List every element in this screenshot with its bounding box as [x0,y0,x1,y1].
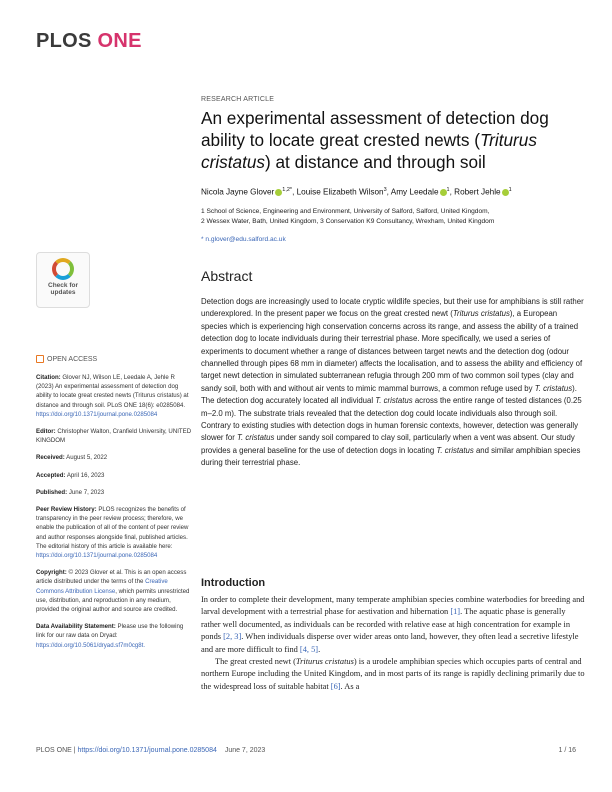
check-for-updates-badge[interactable] [36,252,90,308]
open-access-text: OPEN ACCESS [47,355,98,363]
copyright-label: Copyright: [36,569,67,577]
editor-text: Christopher Walton, Cranfield University, UNITED KINGDOM [36,428,192,445]
peer-review-label: Peer Review History: [36,506,97,514]
intro-text: In order to complete their development, many temperate amphibian species combine waterbodies for breeding and larval development with a terrestrial phase for aestivation and hibernation [201,595,585,617]
intro-paragraph-2 [201,656,585,693]
intro-text: . The aquatic phase is generally rather well documented, as individuals can be recorded with relative ease at high concentration for example in ponds [201,607,571,642]
species-name: T. cristatus [534,383,573,393]
orcid-icon[interactable] [440,189,447,196]
species-name: Triturus cristatus [295,657,354,667]
editor-block [36,427,192,445]
accepted-label: Accepted: [36,471,66,479]
species-name: T. cristatus [236,433,275,443]
orcid-icon[interactable] [502,189,509,196]
published-label: Published: [36,488,68,496]
reference-link[interactable]: [6] [330,681,341,691]
open-lock-icon [36,355,44,363]
author-affil: 1,2* [282,187,293,193]
species-name: T. cristatus [436,445,474,455]
footer-journal: PLOS ONE [36,747,72,754]
abstract-text: Detection dogs are increasingly used to locate cryptic wildlife species, but their use for amphibians is still rather underexplored. In the present paper we focus on the great crested newt ( [201,297,584,319]
author-name[interactable]: Nicola Jayne Glover [201,187,275,197]
copyright-text: © 2023 Glover et al. This is an open access article distributed under the terms of the [36,569,187,586]
intro-text: . As a [340,681,360,691]
author-affil: 1 [446,187,450,193]
corresponding-email[interactable]: * n.glover@edu.salford.ac.uk [201,236,286,243]
abstract-heading: Abstract [201,268,253,284]
page-footer [36,747,576,754]
title-part2: ) at distance and through soil [265,152,486,172]
intro-text: The great crested newt ( [215,657,296,667]
badge-line2: updates [50,289,76,296]
license-link[interactable]: Creative Commons Attribution License [36,578,168,595]
data-availability-block [36,622,192,650]
title-part1: An experimental assessment of detection dog ability to locate great crested newts ( [201,108,549,150]
accepted-date: April 16, 2023 [66,471,105,479]
species-name: T. cristatus [375,396,413,406]
article-type: RESEARCH ARTICLE [201,96,275,103]
intro-text: . When individuals disperse over wider areas onto land, however, they often lead a secretive lifestyle and are more difficult to find [201,632,579,654]
dryad-link[interactable]: https://doi.org/10.5061/dryad.sf7m0cg8t. [36,641,146,649]
journal-logo [36,30,142,53]
affiliation-line: 1 School of Science, Engineering and Environment, University of Salford, Salford, United Kingdom, [201,208,490,215]
received-block [36,453,192,462]
badge-line1: Check for [48,282,78,289]
citation-block [36,373,192,419]
author-name[interactable]: Louise Elizabeth Wilson [296,187,384,197]
received-date: August 5, 2022 [66,454,108,462]
received-label: Received: [36,454,65,462]
footer-date: June 7, 2023 [224,747,266,754]
published-block [36,488,192,497]
intro-text: . [318,644,321,654]
abstract-text: and similar amphibian species during their terrestrial phase. [201,445,581,468]
affiliation-line: 2 Wessex Water, Bath, United Kingdom, 3 Conservation K9 Consultancy, Wrexham, United Kingdom [201,217,495,225]
intro-paragraph-1 [201,594,585,656]
peer-review-doi-link[interactable]: https://doi.org/10.1371/journal.pone.0285084 [36,552,158,560]
copyright-block [36,568,192,614]
introduction-body [201,594,585,693]
peer-review-block [36,505,192,560]
editor-label: Editor: [36,428,56,436]
title-species: Triturus cristatus [201,130,537,172]
footer-separator: | [71,747,78,754]
peer-review-text: PLOS recognizes the benefits of transparency in the peer review process; therefore, we enable the publication of all of the content of peer review and author responses alongside final, published articles. The editorial history of this article is available here: [36,506,189,550]
abstract-text: across the entire range of tested distances (0.25 m–2.0 m). The substrate trials revealed that the detection dog could locate individuals also through soil. Contrary to existing studies with detection dogs in human forensic contexts, however, detection was generally slower for [201,396,582,443]
reference-link[interactable]: [1] [450,607,461,617]
data-availability-label: Data Availability Statement: [36,623,116,631]
affiliations [201,207,591,226]
author-name[interactable]: Robert Jehle [454,187,501,197]
accepted-block [36,471,192,480]
article-title [201,107,591,173]
author-name[interactable]: Amy Leedale [390,187,439,197]
reference-link[interactable]: [2, 3] [223,632,242,642]
data-availability-text: Please use the following link for our raw data on Dryad: [36,623,184,640]
reference-link[interactable]: [4, 5] [299,644,319,654]
author-affil: 1 [508,187,512,193]
page-number: 1 / 16 [558,747,576,754]
abstract-body [201,296,585,470]
logo-plos: PLOS [36,30,92,52]
intro-text: ) is a urodele amphibian species which occupies parts of central and northern Europe including the United Kingdom, and in most parts of its range is rapidly declining primarily due to the widespread loss of suitable habitat [201,657,585,691]
abstract-text: under sandy soil compared to clay soil, particularly when a vent was absent. Our study provides a general baseline for the use of detection dogs in locating [201,433,575,455]
open-access-label [36,355,97,363]
abstract-text: ), a European species which is experiencing high conservation concerns across its range, and assess the ability of a trained detection dog to locate individuals during their terrestrial phase. More specifically, we used a series of experiments to document whether a range of distances between target newts and the detection dog (odour channelled through pipes 68 mm in diameter) affects the localisation, and to assess the ability and efficiency of target newt detection in simulated subterranean refugia through 200 mm of two common soil types (clay and sandy soil, both with and without air vents to mimic mammal burrows, a common refuge used by [201,309,583,393]
copyright-text-end: , which permits unrestricted use, distribution, and reproduction in any medium, provided the original author and source are credited. [36,587,190,614]
footer-doi-link[interactable]: https://doi.org/10.1371/journal.pone.0285084 [77,747,217,754]
citation-doi-link[interactable]: https://doi.org/10.1371/journal.pone.0285084 [36,410,158,418]
species-name: Triturus cristatus [452,309,510,319]
introduction-heading: Introduction [201,577,266,589]
abstract-text: ). The detection dog accurately located all individual [201,383,577,406]
published-date: June 7, 2023 [68,488,105,496]
logo-one: ONE [97,30,142,52]
citation-label: Citation: [36,374,61,381]
check-updates-icon [52,258,74,280]
article-info-sidebar [36,373,192,658]
author-affil: 3 [383,187,387,193]
citation-text: Glover NJ, Wilson LE, Leedale A, Jehle R (2023) An experimental assessment of detection dog ability to locate great crested newts (Triturus cristatus) at distance and through soil. PLoS ONE 18(6): e0285084. [36,374,189,409]
author-list: Nicola Jayne Glover $^{1,2*}$, Louise Elizabeth Wilson$^3$, Amy Leedale $^1$, Robert Jehle $^1$ [201,187,512,197]
